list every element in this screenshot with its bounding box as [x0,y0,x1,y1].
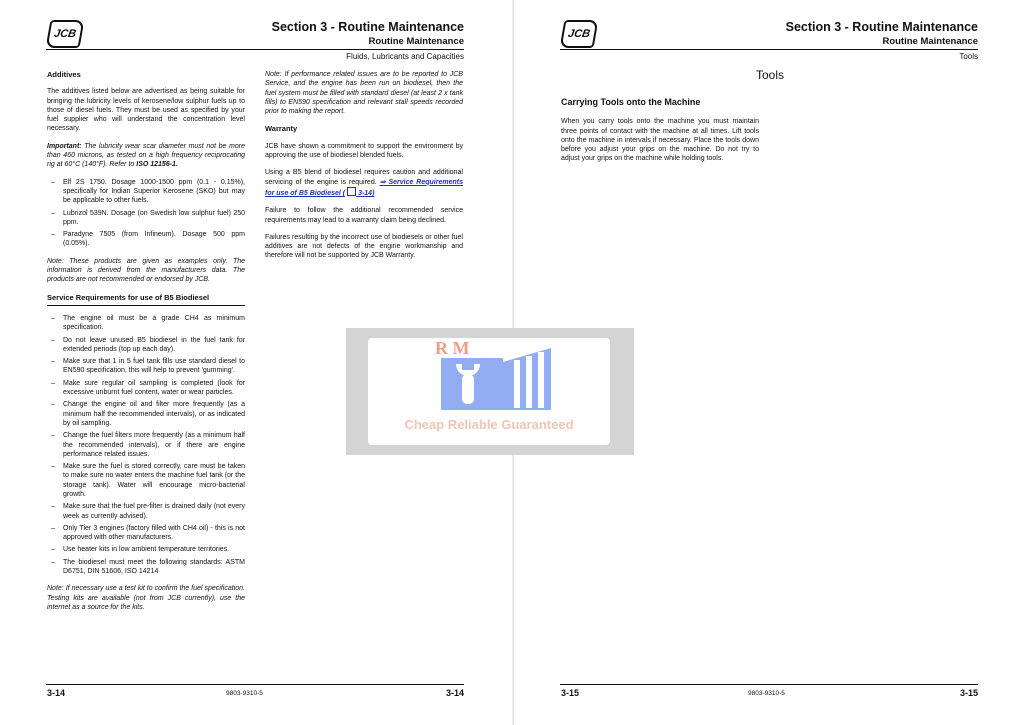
note-test-kit: Note: If necessary use a test kit to confirm the fuel specification. Testing kits are available (not from JCB currently), use the internet as a source for the kits. [47,585,245,611]
book-icon [347,187,356,196]
document-number: 9803-9310-5 [226,690,263,697]
watermark-panel [368,338,610,445]
list-item: – The biodiesel must meet the following standards: ASTM D6751, DIN 51606, ISO 14214 [47,558,245,577]
important-paragraph [47,142,245,170]
important-text: The lubricity wear scar diameter must not be more than 460 microns, as tested on a high frequency reciprocating rig at 60°C (140°F). Refer to [47,142,245,169]
list-item: – Only Tier 3 engines (factory filled with CH4 oil) - this is not approved with other manufacturers. [47,524,245,543]
page-number: 3-14 [47,688,66,698]
list-item: – Change the engine oil and filter more frequently (as a minimum half the recommended intervals), or as indicated by oil sampling. [47,400,245,428]
list-item: – Use heater kits in low ambient temperature territories. [47,545,245,554]
section-title: Section 3 - Routine Maintenance [271,20,464,34]
b5-requirements-list [47,314,245,576]
carrying-tools-heading: Carrying Tools onto the Machine [561,97,701,107]
link-text: ⇒ Service Requirements for use of B5 Biodiesel ( [265,178,463,197]
warranty-paragraph-2 [265,168,463,198]
footer-rule [46,684,464,685]
wrench-logo-icon [396,340,596,410]
b5-heading: Service Requirements for use of B5 Biodiesel [47,293,245,306]
watermark-letters: R M [435,340,470,358]
page-number: 3-15 [959,688,978,698]
link-page: 3-14) [356,189,375,197]
additive-list [47,178,245,249]
page-title: Tools [755,68,784,82]
warranty-text-2: Using a B5 blend of biodiesel requires caution and additional servicing of the engine is required. [265,169,463,186]
page-number: 3-14 [445,688,464,698]
list-item: – Make sure regular oil sampling is completed (look for excessive unburnt fuel content, water or wear particles. [47,379,245,398]
page-number: 3-15 [561,688,580,698]
carrying-tools-paragraph: When you carry tools onto the machine you must maintain three points of contact with the machine at all times. Lift tools onto the machine in intervals if necessary. Place the tools down before you adjust your grips on the machine. Do not try to adjust your grips on the machine while holding tools. [561,118,759,163]
list-item: – Lubrizol 539N. Dosage (on Swedish low sulphur fuel) 250 ppm. [47,209,245,228]
footer-rule [560,684,978,685]
list-item: – Paradyne 7505 (from Infineum). Dosage 500 ppm (0.05%). [47,230,245,249]
header-rule [46,49,464,50]
list-item: – Change the fuel filters more frequently (as a minimum half the recommended intervals), or if there are engine performance related issues. [47,431,245,459]
jcb-logo: JCB [46,20,85,48]
warranty-paragraph-4: Failures resulting by the incorrect use of biodiesels or other fuel additives are not defects of the engine workmanship and therefore will not be supported by JCB Warranty. [265,233,463,260]
list-item: – Elf 2S 1750. Dosage 1000-1500 ppm (0.1 - 0.15%), specifically for Indian Superior Kerosene (SKO) but may be applicable to other fuels. [47,178,245,206]
list-item: – Make sure that the fuel pre-filter is drained daily (not every week as currently advised). [47,502,245,521]
note-performance: Note: If performance related issues are to be reported to JCB Service, and the engine has been run on biodiesel, then the fuel system must be filled with standard diesel (at least 2 x tank fills) to EN590 specification and relevant stall speeds recorded prior to making the report. [265,71,463,116]
watermark [346,328,634,455]
section-title: Section 3 - Routine Maintenance [785,20,978,34]
note-products: Note: These products are given as examples only. The information is derived from the manufacturers data. The products are not recommended or endorsed by JCB. [47,257,245,284]
warranty-paragraph-1: JCB have shown a commitment to support the environment by approving the use of biodiesel blended fuels. [265,142,463,160]
watermark-tagline: Cheap Reliable Guaranteed [404,417,574,432]
list-item: – Make sure that 1 in 5 fuel tank fills use standard diesel to EN590 specification, this will help to prevent 'gumming'. [47,357,245,376]
list-item: – Do not leave unused B5 biodiesel in the fuel tank for extended periods (top up each day). [47,336,245,355]
left-column [47,70,245,620]
list-item: – The engine oil must be a grade CH4 as minimum specification. [47,314,245,333]
jcb-logo: JCB [560,20,599,48]
document-number: 9803-9310-5 [748,690,785,697]
subsection-title: Routine Maintenance [368,36,464,47]
topic-title: Tools [959,52,978,61]
warranty-paragraph-3: Failure to follow the additional recommended service requirements may lead to a warranty claim being declined. [265,207,463,224]
header-rule [560,49,978,50]
list-item: – Make sure the fuel is stored correctly, care must be taken to make sure no water enters the machine fuel tank (or the storage tank). Water will encourage micro-bacterial growth. [47,462,245,499]
important-label: Important: [47,142,82,150]
iso-reference: ISO 12156-1. [136,161,178,169]
subsection-title: Routine Maintenance [882,36,978,47]
warranty-heading: Warranty [265,124,298,134]
tools-column [561,98,759,172]
additives-paragraph: The additives listed below are advertised as being suitable for bringing the lubricity levels of kerosene/low sulphur fuels up to those of diesel fuels. They must be used as specified by your fuel supplier who will understand the concentration level necessary. [47,88,245,133]
topic-title: Fluids, Lubricants and Capacities [346,52,464,61]
right-column [265,70,463,269]
additives-heading: Additives [47,70,81,79]
